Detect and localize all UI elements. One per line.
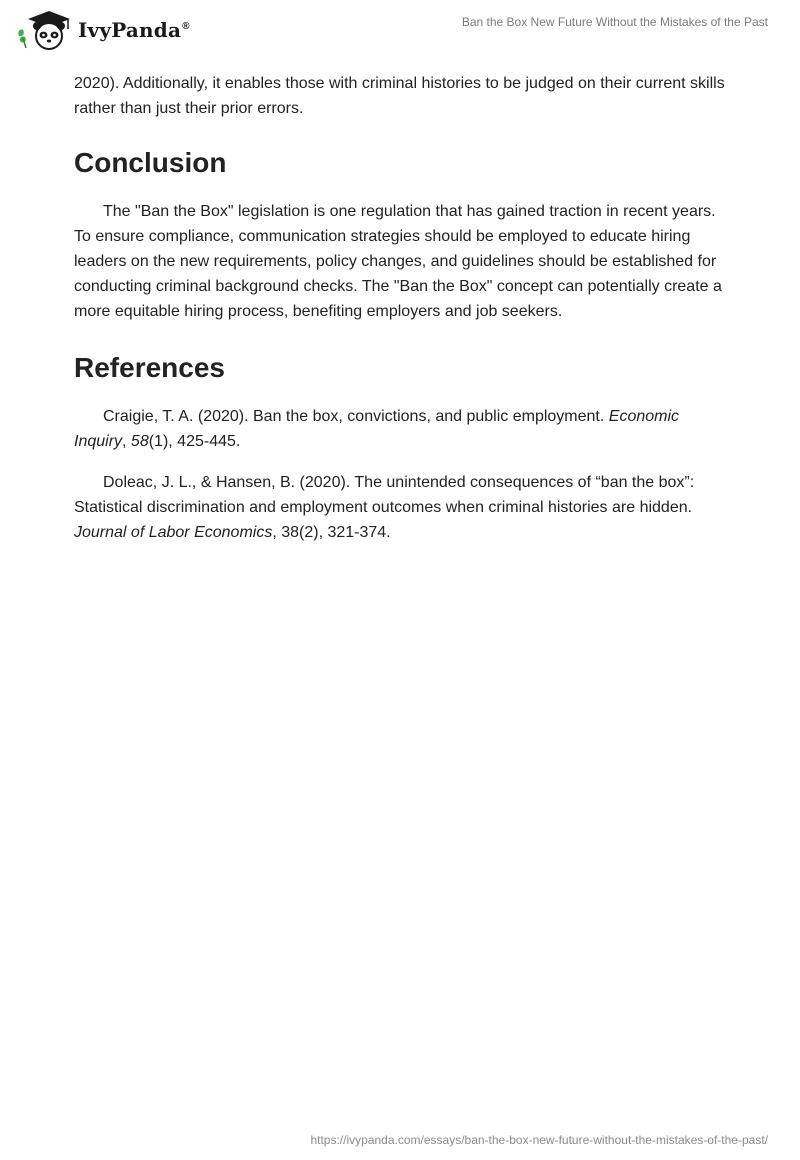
ivypanda-logo[interactable] [16,8,190,52]
conclusion-heading: Conclusion [74,147,227,178]
journal-title: Journal of Labor Economics [74,524,273,541]
panda-graduate-icon [16,8,76,52]
registered-mark: ® [182,21,190,33]
intro-paragraph: 2020). Additionally, it enables those with criminal histories to be judged on their current skills rather than just their prior errors. [74,75,725,117]
journal-title: Economic Inquiry [74,408,680,450]
conclusion-paragraph: The "Ban the Box" legislation is one regulation that has gained traction in recent years. To ensure compliance, communication strategies should be employed to educate hiring leaders on the new requirements, policy changes, and guidelines should be established for conducting criminal background checks. The "Ban the Box" concept can potentially create a more equitable hiring process, benefiting employers and job seekers. [74,203,722,320]
reference-entry: Craigie, T. A. (2020). Ban the box, convictions, and public employment. Economic Inquiry, 58(1), 425-445. [74,408,680,450]
references-heading: References [74,352,225,383]
running-title: Ban the Box New Future Without the Mistakes of the Past [461,15,768,29]
journal-volume: 58 [130,433,149,450]
brand-name: IvyPanda® [78,18,190,42]
source-url[interactable]: https://ivypanda.com/essays/ban-the-box-new-future-without-the-mistakes-of-the-past/ [310,1133,768,1147]
page-header [0,0,800,64]
essay-body [74,71,726,545]
reference-entry: Doleac, J. L., & Hansen, B. (2020). The unintended consequences of “ban the box”: Statistical discrimination and employment outcomes when criminal histories are hidden. Journal of Labor Economics, 38(2), 321-374. [74,474,695,541]
